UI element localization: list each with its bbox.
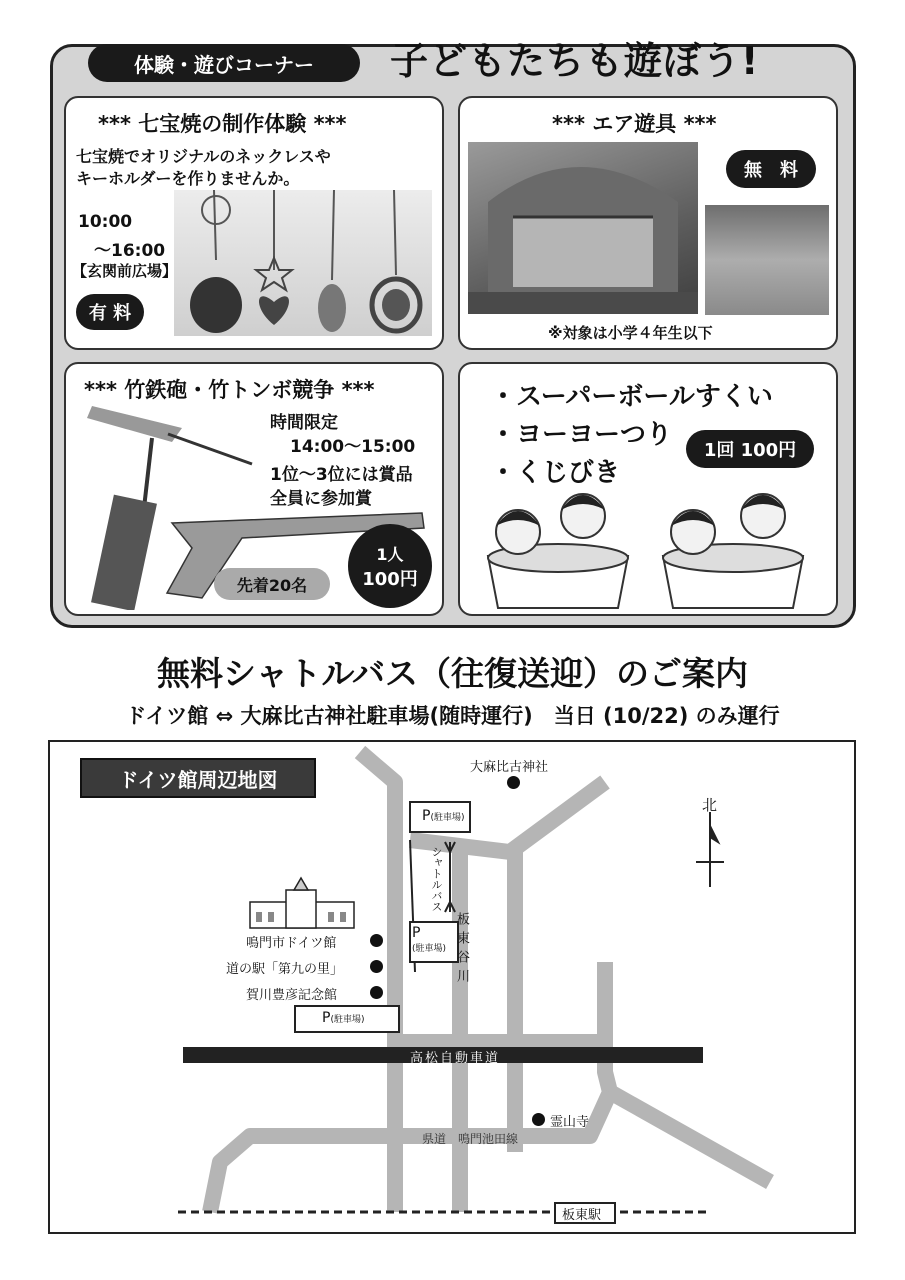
air-fee-badge: 無 料 xyxy=(726,150,816,188)
shuttle-subtitle: ドイツ館 ⇔ 大麻比古神社駐車場(随時運行) 当日 (10/22) のみ運行 xyxy=(125,704,780,728)
parking-center-p: P xyxy=(412,925,421,941)
parking-north-label xyxy=(422,808,464,824)
station-label: 板東駅 xyxy=(562,1208,602,1223)
parking-south-label xyxy=(322,1010,364,1026)
games-item-3: ・くじびき xyxy=(490,458,621,488)
temple-label: 霊山寺 xyxy=(550,1115,590,1130)
corner-headline: 子どもたちも遊ぼう! xyxy=(390,39,760,83)
necklace-photo xyxy=(174,190,432,336)
air-title: *** エア遊具 *** xyxy=(552,112,717,136)
games-item-1: ・スーパーボールすくい xyxy=(490,382,773,412)
bamboo-first-badge: 先着20名 xyxy=(214,568,330,600)
north-label: 北 xyxy=(702,796,718,814)
parking-center-label xyxy=(412,926,446,956)
shuttle-route-label: シャトルバス xyxy=(430,846,443,912)
corner-label: 体験・遊びコーナー xyxy=(88,44,360,82)
shippo-desc-1: 七宝焼でオリジナルのネックレスや xyxy=(76,147,331,166)
bamboo-line-2: 14:00～15:00 xyxy=(290,437,416,457)
necklace-illustration xyxy=(174,190,432,336)
parking-north-p: P xyxy=(422,808,431,824)
bamboo-price-per: 1人 xyxy=(376,544,404,564)
air-kids-photo xyxy=(705,205,829,315)
area-map xyxy=(48,740,856,1234)
shuttle-title: 無料シャトルバス（往復送迎）のご案内 xyxy=(156,654,749,693)
temple-marker xyxy=(532,1113,545,1126)
highway-label: 高松自動車道 xyxy=(410,1051,501,1066)
parking-center-sub: (駐車場) xyxy=(412,944,447,954)
bamboo-price-value: 100円 xyxy=(362,568,418,590)
games-item-2: ・ヨーヨーつり xyxy=(490,420,673,450)
shippo-place: 【玄関前広場】 xyxy=(72,262,178,280)
bamboo-price-badge xyxy=(348,524,432,608)
bamboo-line-3: 1位～3位には賞品 xyxy=(270,465,413,485)
parking-north-sub: (駐車場) xyxy=(430,813,465,823)
games-price-badge: 1回 100円 xyxy=(686,430,814,468)
bamboo-line-1: 時間限定 xyxy=(270,413,338,433)
parking-south-p: P xyxy=(322,1010,331,1026)
shrine-label: 大麻比古神社 xyxy=(470,760,549,775)
bamboo-title: *** 竹鉄砲・竹トンボ競争 *** xyxy=(84,378,375,402)
shippo-desc-2: キーホルダーを作りませんか。 xyxy=(76,169,300,188)
poi-doitsukan: 鳴門市ドイツ館 xyxy=(246,936,337,951)
shippo-fee-badge: 有 料 xyxy=(76,294,144,330)
map-title: ドイツ館周辺地図 xyxy=(80,758,316,798)
shippo-time-end: ～16:00 xyxy=(94,241,166,261)
bamboo-line-4: 全員に参加賞 xyxy=(270,489,372,509)
kids-illustration xyxy=(478,486,828,612)
parking-south-sub: (駐車場) xyxy=(330,1015,365,1025)
pref-road-label: 県道 鳴門池田線 xyxy=(422,1132,519,1146)
shippo-time-start: 10:00 xyxy=(78,212,133,232)
shippo-title: *** 七宝焼の制作体験 *** xyxy=(98,112,347,136)
river-label: 板東谷川 xyxy=(454,912,469,988)
air-bouncer-photo xyxy=(468,142,698,314)
air-note: ※対象は小学４年生以下 xyxy=(548,324,713,342)
poi-doitsukan-marker xyxy=(370,934,383,947)
poi-kagawa: 賀川豊彦記念館 xyxy=(246,988,338,1003)
poi-michinoeki-marker xyxy=(370,960,383,973)
shrine-marker xyxy=(507,776,520,789)
poi-michinoeki: 道の駅「第九の里」 xyxy=(226,962,344,977)
bouncer-illustration xyxy=(468,142,698,314)
poi-kagawa-marker xyxy=(370,986,383,999)
